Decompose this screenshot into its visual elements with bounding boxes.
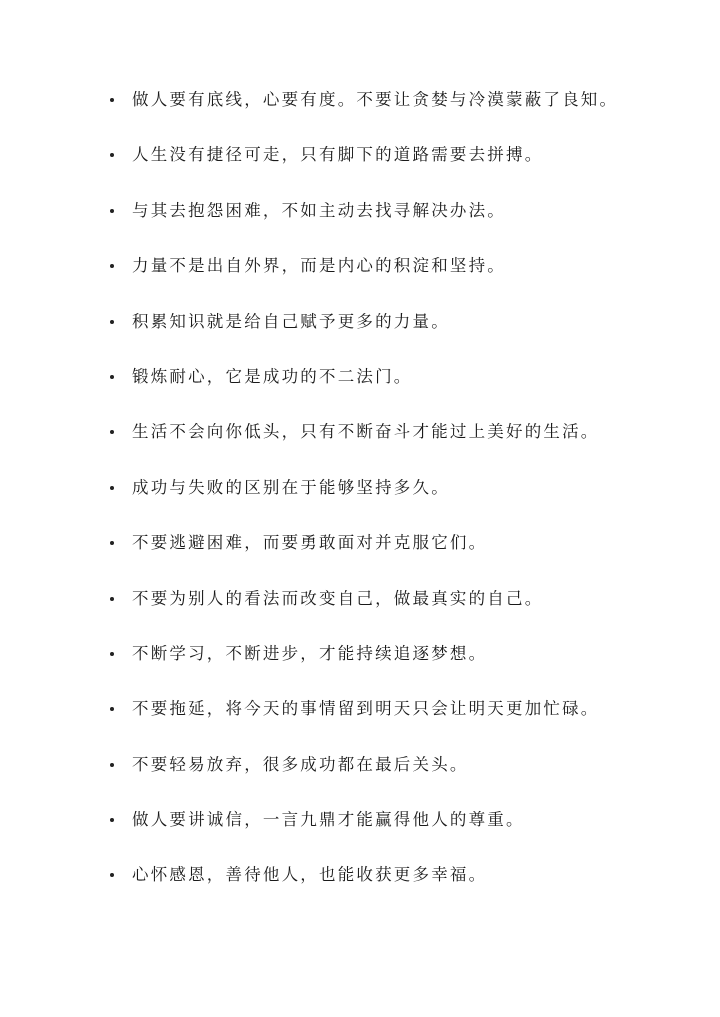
bullet-icon [110,763,114,767]
bullet-icon [110,652,114,656]
bullet-icon [110,873,114,877]
list-item [110,141,690,196]
list-item [110,363,690,418]
bullet-icon [110,209,114,213]
list-item-text: 不要逃避困难，而要勇敢面对并克服它们。 [132,533,488,553]
list-item [110,529,690,584]
list-item-text: 不断学习，不断进步，才能持续追逐梦想。 [132,643,488,663]
list-item [110,308,690,363]
list-item-text: 心怀感恩，善待他人，也能收获更多幸福。 [132,865,488,885]
list-item [110,751,690,806]
list-item-text: 力量不是出自外界，而是内心的积淀和坚持。 [132,256,506,276]
list-item-text: 不要轻易放弃，很多成功都在最后关头。 [132,754,469,774]
list-item [110,252,690,307]
list-item-text: 不要拖延，将今天的事情留到明天只会让明天更加忙碌。 [132,699,600,719]
bullet-icon [110,818,114,822]
list-item-text: 成功与失败的区别在于能够坚持多久。 [132,477,450,497]
list-item [110,197,690,252]
list-item [110,474,690,529]
bullet-icon [110,707,114,711]
list-item [110,806,690,861]
list-item-text: 做人要讲诚信，一言九鼎才能赢得他人的尊重。 [132,810,525,830]
bullet-list [110,86,690,917]
list-item-text: 人生没有捷径可走，只有脚下的道路需要去拼搏。 [132,145,544,165]
bullet-icon [110,375,114,379]
bullet-icon [110,541,114,545]
bullet-icon [110,430,114,434]
list-item-text: 与其去抱怨困难，不如主动去找寻解决办法。 [132,200,506,220]
bullet-icon [110,98,114,102]
list-item-text: 锻炼耐心，它是成功的不二法门。 [132,366,413,386]
list-item-text: 积累知识就是给自己赋予更多的力量。 [132,311,450,331]
list-item [110,418,690,473]
bullet-icon [110,153,114,157]
bullet-icon [110,264,114,268]
list-item [110,640,690,695]
list-item [110,861,690,916]
bullet-icon [110,320,114,324]
list-item-text: 生活不会向你低头，只有不断奋斗才能过上美好的生活。 [132,422,600,442]
list-item [110,695,690,750]
list-item-text: 不要为别人的看法而改变自己，做最真实的自己。 [132,588,544,608]
list-item [110,86,690,141]
bullet-icon [110,486,114,490]
list-item-text: 做人要有底线，心要有度。不要让贪婪与冷漠蒙蔽了良知。 [132,90,619,109]
bullet-icon [110,597,114,601]
list-item [110,585,690,640]
